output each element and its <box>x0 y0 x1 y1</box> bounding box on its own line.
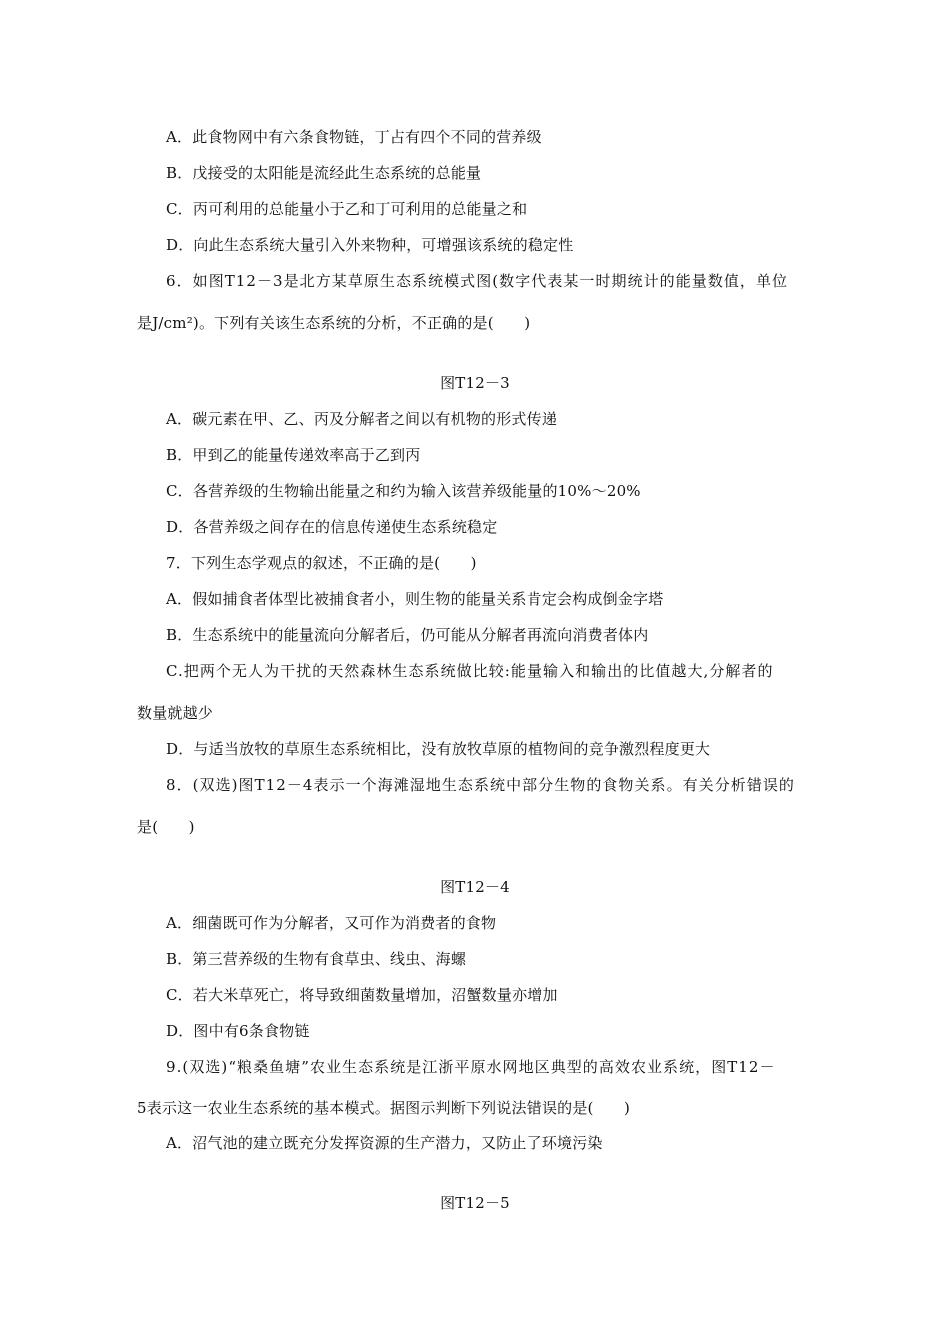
q7-option-b: B．生态系统中的能量流向分解者后，仍可能从分解者再流向消费者体内 <box>166 626 649 644</box>
q9-stem-cont: 5表示这一农业生态系统的基本模式。据图示判断下列说法错误的是( ) <box>137 1099 631 1117</box>
q6-option-a: A．碳元素在甲、乙、丙及分解者之间以有机物的形式传递 <box>166 410 558 428</box>
q7-option-d: D．与适当放牧的草原生态系统相比，没有放牧草原的植物间的竞争激烈程度更大 <box>166 740 711 758</box>
q8-stem: 8．(双选)图T12－4表示一个海滩湿地生态系统中部分生物的食物关系。有关分析错误的 <box>166 776 795 794</box>
q8-option-c: C．若大米草死亡，将导致细菌数量增加，沼蟹数量亦增加 <box>166 986 558 1004</box>
figure-caption-t12-3: 图T12－3 <box>440 374 510 392</box>
q6-option-d: D．各营养级之间存在的信息传递使生态系统稳定 <box>166 518 498 536</box>
figure-caption-t12-4: 图T12－4 <box>440 878 510 896</box>
q7-stem: 7．下列生态学观点的叙述，不正确的是( ) <box>166 554 477 572</box>
q8-option-b: B．第三营养级的生物有食草虫、线虫、海螺 <box>166 950 467 968</box>
q5-option-a: A．此食物网中有六条食物链，丁占有四个不同的营养级 <box>166 128 542 146</box>
q8-stem-cont: 是( ) <box>137 818 195 836</box>
q6-stem: 6．如图T12－3是北方某草原生态系统模式图(数字代表某一时期统计的能量数值，单位 <box>166 272 789 290</box>
q6-option-c: C．各营养级的生物输出能量之和约为输入该营养级能量的10%～20% <box>166 482 641 500</box>
q7-option-a: A．假如捕食者体型比被捕食者小，则生物的能量关系肯定会构成倒金字塔 <box>166 590 664 608</box>
q6-stem-cont: 是J/cm²)。下列有关该生态系统的分析，不正确的是( ) <box>137 314 531 332</box>
q8-option-d: D．图中有6条食物链 <box>166 1022 310 1040</box>
q9-stem: 9.(双选)“粮桑鱼塘”农业生态系统是江浙平原水网地区典型的高效农业系统，图T12－ <box>166 1058 776 1076</box>
q5-option-d: D．向此生态系统大量引入外来物种，可增强该系统的稳定性 <box>166 236 574 254</box>
q5-option-b: B．戊接受的太阳能是流经此生态系统的总能量 <box>166 164 482 182</box>
figure-caption-t12-5: 图T12－5 <box>440 1194 510 1212</box>
q6-option-b: B．甲到乙的能量传递效率高于乙到丙 <box>166 446 421 464</box>
q7-option-c: C.把两个无人为干扰的天然森林生态系统做比较:能量输入和输出的比值越大,分解者的 <box>166 662 774 680</box>
q8-option-a: A．细菌既可作为分解者，又可作为消费者的食物 <box>166 914 497 932</box>
q7-option-c-cont: 数量就越少 <box>137 704 214 722</box>
q5-option-c: C．丙可利用的总能量小于乙和丁可利用的总能量之和 <box>166 200 528 218</box>
q9-option-a: A．沼气池的建立既充分发挥资源的生产潜力，又防止了环境污染 <box>166 1134 603 1152</box>
